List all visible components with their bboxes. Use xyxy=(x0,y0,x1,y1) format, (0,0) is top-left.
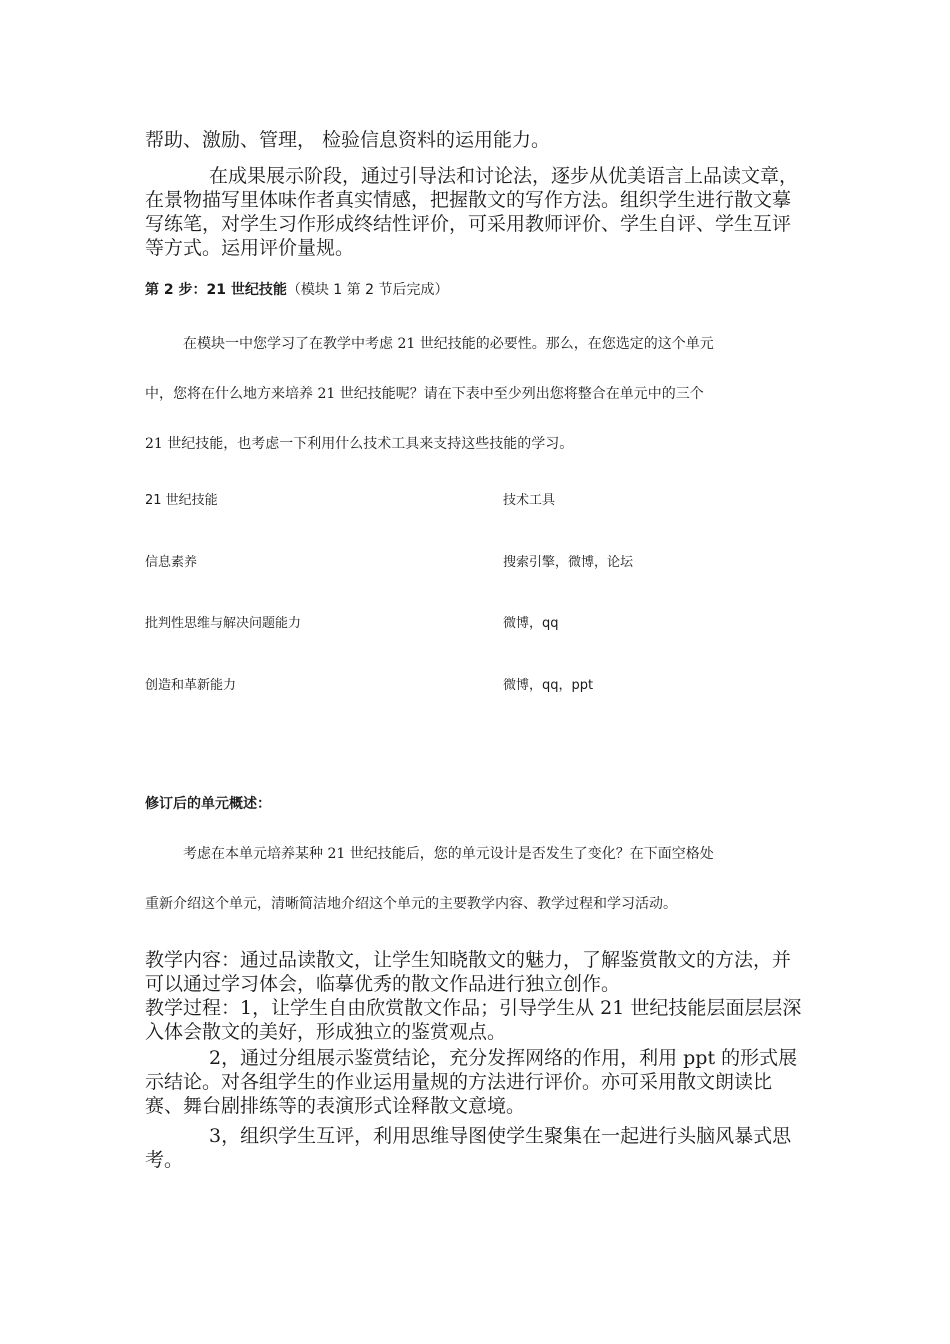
overview-process-3: 3，组织学生互评，利用思维导图使学生聚集在一起进行头脑风暴式思考。 xyxy=(145,1125,792,1171)
overview-content: 教学内容：通过品读散文，让学生知晓散文的魅力，了解鉴赏散文的方法，并可以通过学习体会，临摹优秀的散文作品进行独立创作。 xyxy=(145,949,792,995)
table-cell-skill: 批判性思维与解决问题能力 xyxy=(145,616,302,631)
step2-heading xyxy=(145,280,805,300)
table-cell-skill: 信息素养 xyxy=(145,555,198,570)
step2-text-line-2: 中，您将在什么地方来培养 21 世纪技能呢？请在下表中至少列出您将整合在单元中的三个 xyxy=(145,386,704,402)
table-cell-tool: 搜索引擎，微博，论坛 xyxy=(503,555,634,570)
step2-heading-note: （模块 1 第 2 节后完成） xyxy=(286,282,449,298)
overview-process-2: 2，通过分组展示鉴赏结论，充分发挥网络的作用，利用 ppt 的形式展示结论。对各组学生的作业运用量规的方法进行评价。亦可采用散文朗读比赛、舞台剧排练等的表演形式诠释散文意境。 xyxy=(145,1047,798,1117)
table-header-skill: 21 世纪技能 xyxy=(145,493,218,508)
paragraph-results-display: 在成果展示阶段，通过引导法和讨论法，逐步从优美语言上品读文章，在景物描写里体味作者真实情感，把握散文的写作方法。组织学生进行散文摹写练笔，对学生习作形成终结性评价，可采用教师评价、学生自评、学生互评等方式。运用评价量规。 xyxy=(145,165,799,259)
overview-process-1: 教学过程：1，让学生自由欣赏散文作品；引导学生从 21 世纪技能层面层层深入体会散文的美好，形成独立的鉴赏观点。 xyxy=(145,997,802,1043)
table-header-tool: 技术工具 xyxy=(503,493,556,508)
revised-text-line-1: 考虑在本单元培养某种 21 世纪技能后，您的单元设计是否发生了变化？在下面空格处 xyxy=(183,846,714,862)
step2-text-line-3: 21 世纪技能，也考虑一下利用什么技术工具来支持这些技能的学习。 xyxy=(145,436,574,452)
table-cell-tool: 微博，qq xyxy=(503,616,559,631)
revised-text-line-2: 重新介绍这个单元，清晰简洁地介绍这个单元的主要教学内容、教学过程和学习活动。 xyxy=(145,896,677,912)
revised-heading: 修订后的单元概述： xyxy=(145,796,271,812)
table-cell-skill: 创造和革新能力 xyxy=(145,678,237,693)
table-cell-tool: 微博，qq，ppt xyxy=(503,678,594,693)
step2-heading-title: 第 2 步：21 世纪技能 xyxy=(145,282,287,298)
step2-text-line-1: 在模块一中您学习了在教学中考虑 21 世纪技能的必要性。那么，在您选定的这个单元 xyxy=(183,336,714,352)
paragraph-top-line: 帮助、激励、管理， 检验信息资料的运用能力。 xyxy=(145,129,551,151)
